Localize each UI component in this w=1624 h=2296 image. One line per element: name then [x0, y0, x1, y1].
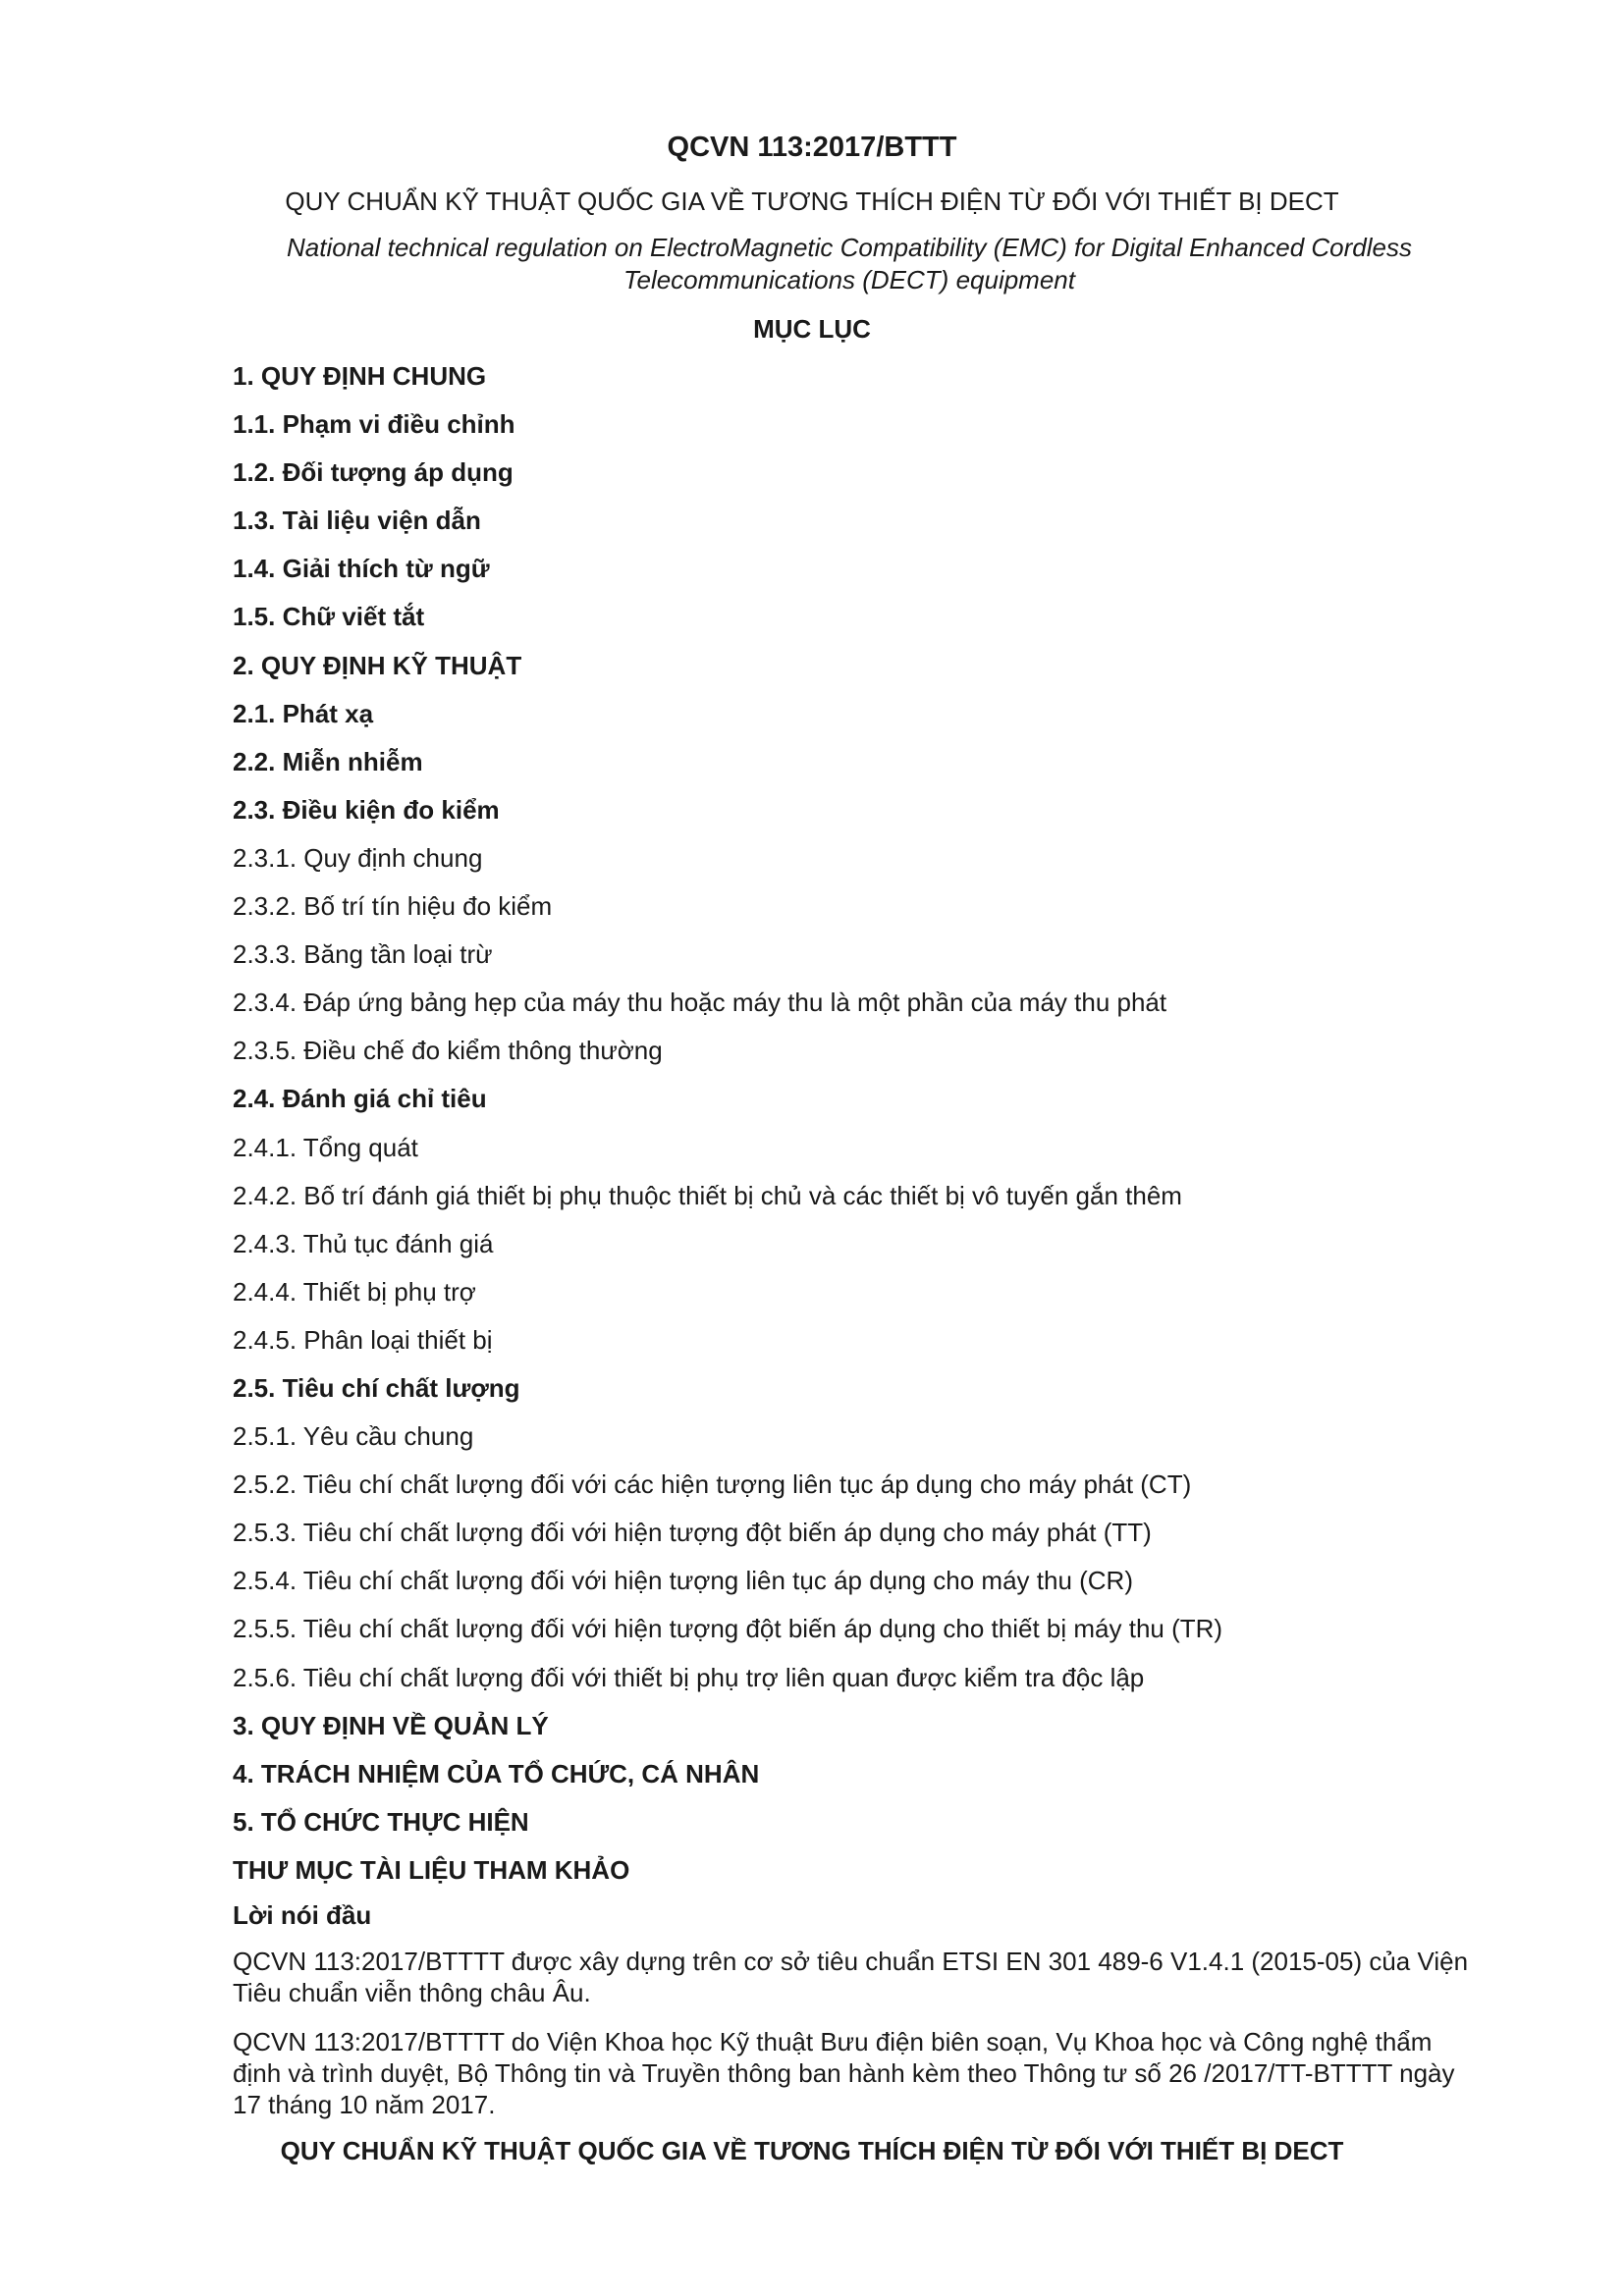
preface-paragraph: QCVN 113:2017/BTTTT do Viện Khoa học Kỹ thuật Bưu điện biên soạn, Vụ Khoa học và Công nghệ thẩm định và trình duyệt, Bộ Thông tin và Truyền thông ban hành kèm theo Thông tư số 26 /2017/TT-BTTTT ngày 17 tháng 10 năm 2017. [233, 2027, 1455, 2119]
table-of-contents [233, 359, 1509, 1901]
toc-item[interactable]: 2.3.5. Điều chế đo kiểm thông thường [233, 1036, 663, 1066]
toc-item[interactable]: 2. QUY ĐỊNH KỸ THUẬT [233, 650, 522, 680]
toc-heading: MỤC LỤC [753, 314, 871, 344]
toc-item[interactable]: THƯ MỤC TÀI LIỆU THAM KHẢO [233, 1854, 630, 1885]
toc-item[interactable]: 3. QUY ĐỊNH VỀ QUẢN LÝ [233, 1710, 549, 1740]
toc-item[interactable]: 2.3.3. Băng tần loại trừ [233, 939, 493, 970]
section-title: QUY CHUẨN KỸ THUẬT QUỐC GIA VỀ TƯƠNG THÍCH ĐIỆN TỪ ĐỐI VỚI THIẾT BỊ DECT [280, 2136, 1344, 2165]
toc-item[interactable]: 2.5.6. Tiêu chí chất lượng đối với thiết bị phụ trợ liên quan được kiểm tra độc lập [233, 1662, 1145, 1692]
toc-item[interactable]: 1. QUY ĐỊNH CHUNG [233, 361, 487, 391]
toc-item[interactable]: 4. TRÁCH NHIỆM CỦA TỔ CHỨC, CÁ NHÂN [233, 1758, 760, 1789]
toc-item[interactable]: 2.3.4. Đáp ứng bảng hẹp của máy thu hoặc máy thu là một phần của máy thu phát [233, 988, 1167, 1018]
toc-item[interactable]: 2.3.2. Bố trí tín hiệu đo kiểm [233, 891, 553, 922]
document-code: QCVN 113:2017/BTTT [667, 132, 957, 163]
toc-item[interactable]: 2.1. Phát xạ [233, 698, 374, 728]
toc-item[interactable]: 2.4. Đánh giá chỉ tiêu [233, 1084, 487, 1114]
toc-item[interactable]: 2.2. Miễn nhiễm [233, 746, 423, 776]
toc-item[interactable]: 1.1. Phạm vi điều chỉnh [233, 409, 515, 440]
toc-item[interactable]: 2.4.2. Bố trí đánh giá thiết bị phụ thuộc thiết bị chủ và các thiết bị vô tuyến gắn thêm [233, 1180, 1182, 1210]
toc-item[interactable]: 2.4.1. Tổng quát [233, 1132, 418, 1162]
toc-item[interactable]: 2.5.1. Yêu cầu chung [233, 1421, 474, 1452]
toc-item[interactable]: 2.5.4. Tiêu chí chất lượng đối với hiện tượng liên tục áp dụng cho máy thu (CR) [233, 1566, 1133, 1596]
toc-item[interactable]: 5. TỔ CHỨC THỰC HIỆN [233, 1806, 529, 1837]
toc-item[interactable]: 2.5.5. Tiêu chí chất lượng đối với hiện tượng đột biến áp dụng cho thiết bị máy thu (TR) [233, 1614, 1223, 1644]
preface-heading: Lời nói đầu [233, 1900, 372, 1930]
toc-item[interactable]: 1.4. Giải thích từ ngữ [233, 554, 490, 584]
toc-item[interactable]: 2.3. Điều kiện đo kiểm [233, 794, 500, 825]
toc-item[interactable]: 2.4.5. Phân loại thiết bị [233, 1324, 493, 1355]
toc-item[interactable]: 2.5. Tiêu chí chất lượng [233, 1372, 520, 1403]
toc-item[interactable]: 2.4.3. Thủ tục đánh giá [233, 1228, 494, 1258]
toc-item[interactable]: 2.3.1. Quy định chung [233, 842, 483, 873]
document-title-english: National technical regulation on ElectroMagnetic Compatibility (EMC) for Digital Enhanced Cordless Telecommunications (DECT) equipment [287, 233, 1412, 294]
preface-paragraph: QCVN 113:2017/BTTTT được xây dựng trên cơ sở tiêu chuẩn ETSI EN 301 489-6 V1.4.1 (2015-05) của Viện Tiêu chuẩn viễn thông châu Âu. [233, 1947, 1469, 2007]
toc-item[interactable]: 1.3. Tài liệu viện dẫn [233, 506, 481, 536]
document-title-vietnamese: QUY CHUẨN KỸ THUẬT QUỐC GIA VỀ TƯƠNG THÍCH ĐIỆN TỪ ĐỐI VỚI THIẾT BỊ DECT [285, 187, 1339, 216]
toc-item[interactable]: 1.5. Chữ viết tắt [233, 602, 425, 632]
toc-item[interactable]: 2.4.4. Thiết bị phụ trợ [233, 1276, 476, 1307]
toc-item[interactable]: 2.5.3. Tiêu chí chất lượng đối với hiện tượng đột biến áp dụng cho máy phát (TT) [233, 1518, 1152, 1548]
toc-item[interactable]: 1.2. Đối tượng áp dụng [233, 457, 514, 488]
toc-item[interactable]: 2.5.2. Tiêu chí chất lượng đối với các hiện tượng liên tục áp dụng cho máy phát (CT) [233, 1469, 1192, 1500]
